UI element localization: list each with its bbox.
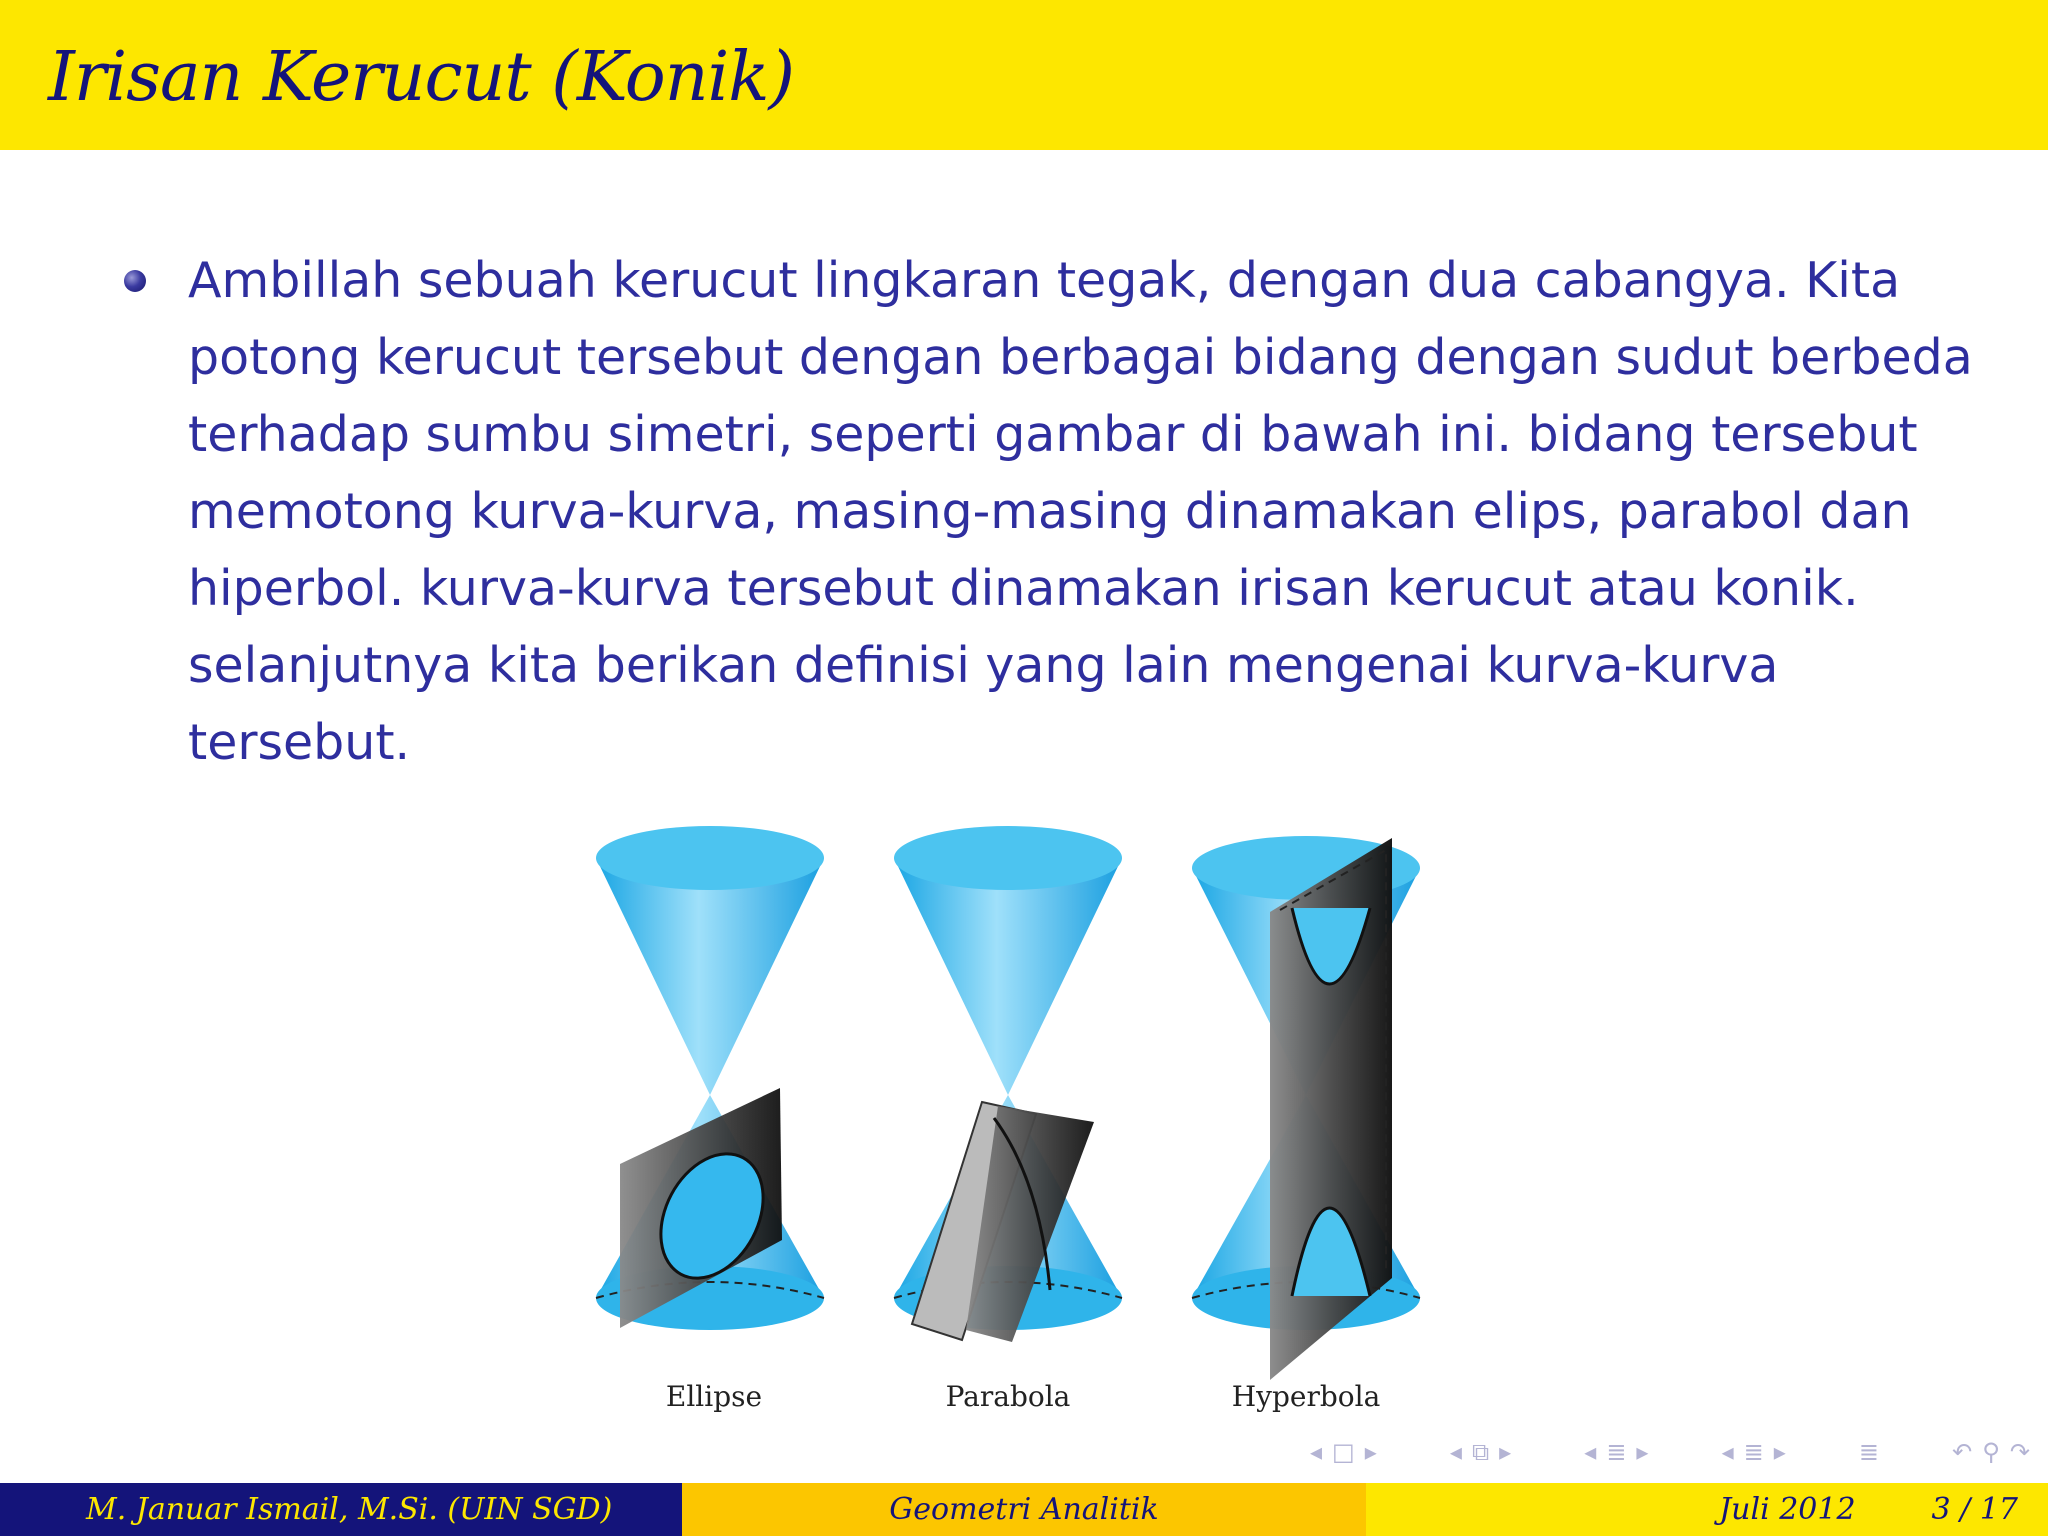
nav-subsection-group[interactable] — [1450, 1438, 1511, 1466]
label-hyperbola: Hyperbola — [1231, 1380, 1381, 1413]
nav-section-icon[interactable]: ≣ — [1606, 1438, 1627, 1466]
nav-forward-icon[interactable]: ↷ — [2009, 1438, 2030, 1466]
nav-left-arrow-icon[interactable]: ◂ — [1584, 1438, 1597, 1466]
footer-date: Juli 2012 — [1719, 1492, 1856, 1527]
bullet-text: Ambillah sebuah kerucut lingkaran tegak, dengan dua cabangya. Kita potong kerucut tersebut dengan berbagai bidang dengan sudut berbeda terhadap sumbu simetri, seperti gambar di bawah ini. bidang tersebut memotong kurva-kurva, masing-masing dinamakan elips, parabol dan hiperbol. kurva-kurva tersebut dinamakan irisan kerucut atau konik. selanjutnya kita berikan definisi yang lain mengenai kurva-kurva tersebut. — [188, 252, 1973, 771]
footer-author: M. Januar Ismail, M.Si. (UIN SGD) — [0, 1483, 682, 1536]
nav-right-arrow-icon[interactable]: ▸ — [1636, 1438, 1649, 1466]
conic-sections-figure — [580, 820, 1460, 1440]
nav-left-arrow-icon[interactable]: ◂ — [1449, 1438, 1462, 1466]
label-ellipse: Ellipse — [665, 1380, 763, 1413]
slide-content — [120, 242, 2000, 781]
bullet-icon — [124, 270, 146, 292]
nav-part-group[interactable] — [1722, 1438, 1786, 1466]
footer-course: Geometri Analitik — [682, 1483, 1366, 1536]
ellipse-cone — [596, 826, 824, 1330]
nav-left-arrow-icon[interactable]: ◂ — [1310, 1438, 1323, 1466]
footer-page-number: 3 / 17 — [1931, 1492, 2018, 1527]
footer-right — [1366, 1483, 2048, 1536]
nav-subsection-icon[interactable]: ⧉ — [1471, 1438, 1490, 1466]
cones-illustration — [580, 820, 1460, 1380]
nav-search-group[interactable] — [1952, 1438, 2030, 1466]
footer-bar — [0, 1483, 2048, 1536]
hyperbola-cone — [1192, 836, 1420, 1380]
slide-title: Irisan Kerucut (Konik) — [48, 38, 795, 117]
nav-part-icon[interactable]: ≣ — [1743, 1438, 1764, 1466]
parabola-cone — [894, 826, 1122, 1342]
nav-back-icon[interactable]: ↶ — [1952, 1438, 1973, 1466]
nav-right-arrow-icon[interactable]: ▸ — [1364, 1438, 1377, 1466]
header-bar — [0, 0, 2048, 150]
nav-right-arrow-icon[interactable]: ▸ — [1773, 1438, 1786, 1466]
beamer-navigation — [1310, 1434, 2030, 1470]
nav-toc-group[interactable] — [1859, 1438, 1879, 1466]
nav-frame-icon[interactable]: □ — [1332, 1438, 1355, 1466]
nav-right-arrow-icon[interactable]: ▸ — [1499, 1438, 1512, 1466]
bullet-item — [120, 242, 2000, 781]
nav-search-icon[interactable]: ⚲ — [1982, 1438, 2000, 1466]
nav-section-group[interactable] — [1584, 1438, 1648, 1466]
nav-left-arrow-icon[interactable]: ◂ — [1721, 1438, 1734, 1466]
label-parabola: Parabola — [945, 1380, 1071, 1413]
nav-frame-group[interactable] — [1310, 1438, 1377, 1466]
nav-toc-icon[interactable]: ≣ — [1858, 1438, 1880, 1466]
